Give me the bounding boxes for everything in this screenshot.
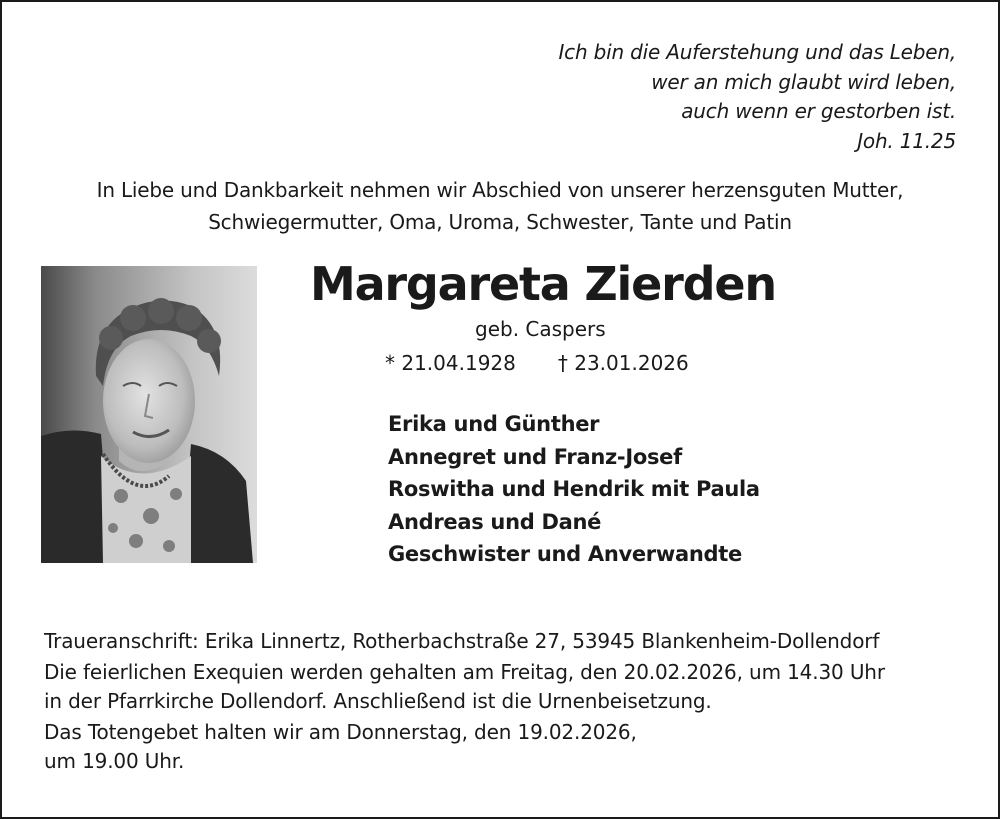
service-line-2: in der Pfarrkirche Dollendorf. Anschließend ist die Urnenbeisetzung. [44, 689, 712, 713]
verse-line-1: Ich bin die Auferstehung und das Leben, [558, 40, 956, 64]
intro-line-1: In Liebe und Dankbarkeit nehmen wir Abschied von unserer herzensguten Mutter, [96, 178, 904, 202]
intro-text [2, 174, 998, 238]
mourners-list [388, 408, 760, 571]
mourning-address: Traueranschrift: Erika Linnertz, Rotherbachstraße 27, 53945 Blankenheim-Dollendorf [44, 629, 880, 653]
funeral-info [44, 627, 885, 776]
bible-verse [558, 38, 956, 156]
verse-reference: Joh. 11.25 [857, 128, 956, 153]
service-line-1: Die feierlichen Exequien werden gehalten am Freitag, den 20.02.2026, um 14.30 Uhr [44, 660, 885, 684]
mourner-item: Erika und Günther [388, 412, 600, 436]
life-dates [385, 351, 689, 375]
verse-line-2: wer an mich glaubt wird leben, [651, 69, 956, 94]
intro-line-2: Schwiegermutter, Oma, Uroma, Schwester, Tante und Patin [208, 210, 792, 234]
verse-line-3: auch wenn er gestorben ist. [681, 99, 956, 123]
mourner-item: Andreas und Dané [388, 509, 602, 534]
deceased-name: Margareta Zierden [310, 257, 776, 311]
mourner-item: Geschwister und Anverwandte [388, 542, 742, 566]
portrait-photo [41, 266, 257, 563]
mourner-item: Roswitha und Hendrik mit Paula [388, 477, 760, 501]
prayer-line-2: um 19.00 Uhr. [44, 749, 185, 773]
birth-date: * 21.04.1928 [385, 351, 516, 375]
death-date: † 23.01.2026 [557, 351, 689, 375]
birth-name: geb. Caspers [475, 317, 606, 341]
prayer-line-1: Das Totengebet halten wir am Donnerstag, den 19.02.2026, [44, 720, 637, 744]
mourner-item: Annegret und Franz-Josef [388, 444, 682, 469]
